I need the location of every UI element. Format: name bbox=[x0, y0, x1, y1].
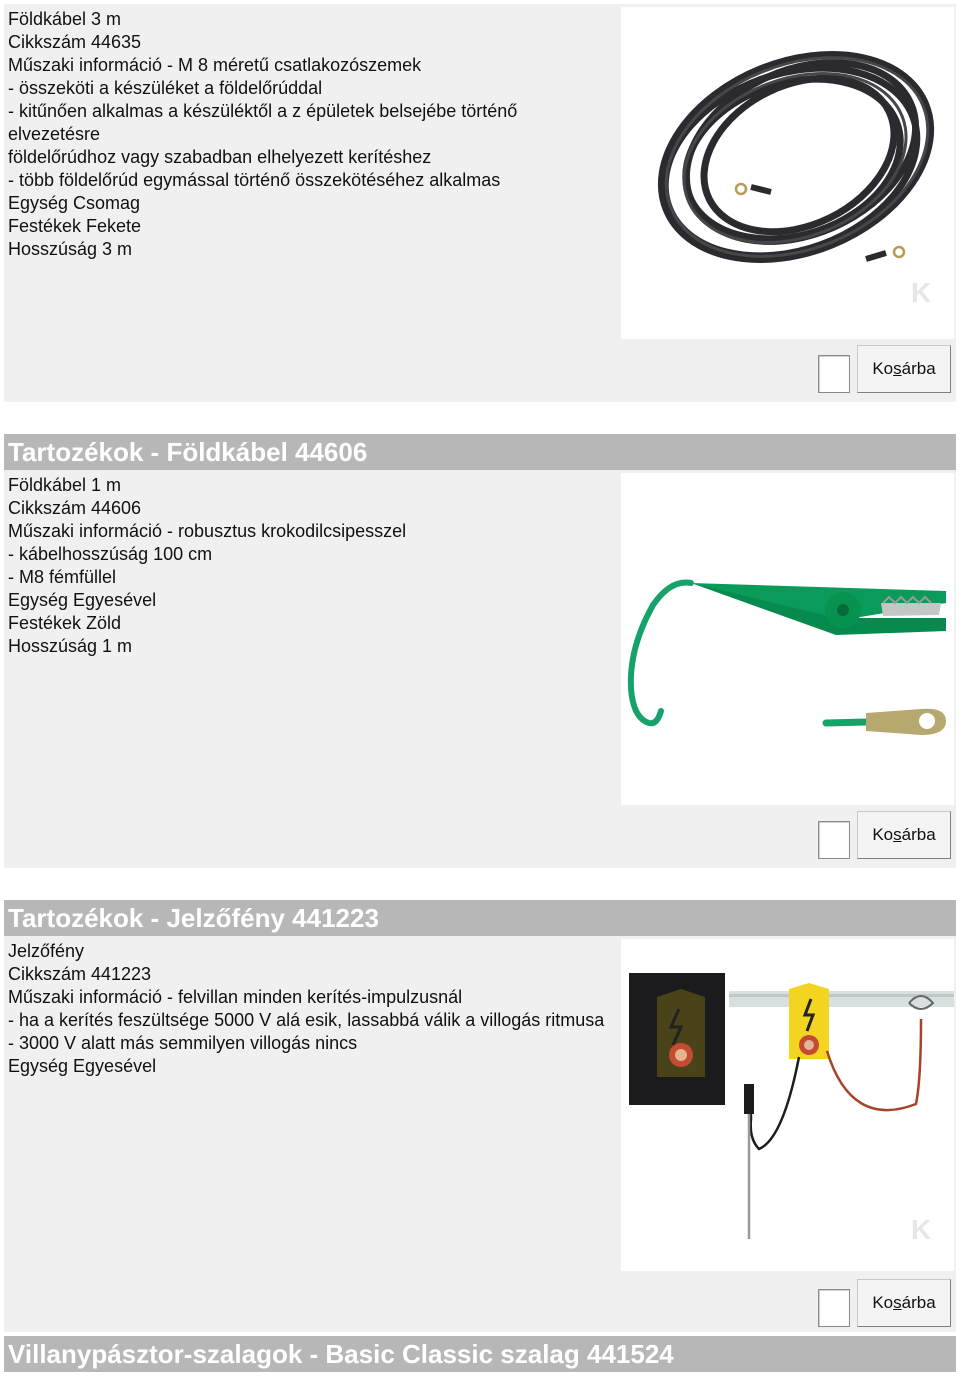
svg-text:K: K bbox=[911, 277, 932, 308]
product-info-line: - kitűnően alkalmas a készüléktől a z épületek belsejébe történő elvezetésre bbox=[8, 101, 518, 144]
product-color: Festékek Fekete bbox=[8, 216, 142, 236]
cart-label-post: árba bbox=[901, 825, 936, 844]
add-to-cart-button[interactable] bbox=[857, 811, 951, 859]
product-image bbox=[621, 939, 954, 1271]
cart-label-pre: Ko bbox=[872, 825, 894, 844]
product-image bbox=[621, 7, 954, 339]
cart-label-post: árba bbox=[901, 1293, 936, 1312]
cart-label-accesskey: s bbox=[893, 359, 902, 378]
product-info-line: földelőrúdhoz vagy szabadban elhelyezett kerítéshez bbox=[8, 147, 432, 167]
section-heading: Tartozékok - Jelzőfény 441223 bbox=[4, 900, 956, 936]
product-description bbox=[8, 8, 608, 261]
product-unit: Egység Egyesével bbox=[8, 590, 157, 610]
quantity-checkbox[interactable] bbox=[818, 355, 850, 393]
product-info-line: - összeköti a készüléket a földelőrúddal bbox=[8, 78, 323, 98]
add-to-cart-button[interactable] bbox=[857, 1279, 951, 1327]
product-info-line: - M8 fémfüllel bbox=[8, 567, 117, 587]
product-sku: Cikkszám 441223 bbox=[8, 964, 152, 984]
cart-label-post: árba bbox=[901, 359, 936, 378]
product-title: Földkábel 1 m bbox=[8, 475, 122, 495]
product-unit: Egység Egyesével bbox=[8, 1056, 157, 1076]
product-description bbox=[8, 940, 608, 1078]
svg-text:K: K bbox=[911, 1214, 932, 1245]
product-sku: Cikkszám 44606 bbox=[8, 498, 142, 518]
black-ground-cable-coil-icon bbox=[621, 7, 954, 339]
product-info-line: - ha a kerítés feszültsége 5000 V alá esik, lassabbá válik a villogás ritmusa bbox=[8, 1010, 605, 1030]
cart-label-accesskey: s bbox=[893, 825, 902, 844]
quantity-checkbox[interactable] bbox=[818, 1289, 850, 1327]
product-description bbox=[8, 474, 608, 658]
product-info-line: Műszaki információ - robusztus krokodilcsipesszel bbox=[8, 521, 407, 541]
cart-label-pre: Ko bbox=[872, 359, 894, 378]
product-unit: Egység Csomag bbox=[8, 193, 141, 213]
add-to-cart-button[interactable] bbox=[857, 345, 951, 393]
product-length: Hosszúság 3 m bbox=[8, 239, 133, 259]
quantity-checkbox[interactable] bbox=[818, 821, 850, 859]
product-info-line: - 3000 V alatt más semmilyen villogás nincs bbox=[8, 1033, 358, 1053]
product-color: Festékek Zöld bbox=[8, 613, 122, 633]
product-info-line: - több földelőrúd egymással történő összekötéséhez alkalmas bbox=[8, 170, 501, 190]
product-card-3 bbox=[4, 936, 956, 1332]
fence-warning-light-icon bbox=[621, 939, 954, 1271]
product-info-line: Műszaki információ - felvillan minden kerítés-impulzusnál bbox=[8, 987, 463, 1007]
green-crocodile-clip-icon bbox=[621, 473, 954, 805]
section-heading: Tartozékok - Földkábel 44606 bbox=[4, 434, 956, 470]
product-card-1 bbox=[4, 4, 956, 402]
product-title: Földkábel 3 m bbox=[8, 9, 122, 29]
cart-label-accesskey: s bbox=[893, 1293, 902, 1312]
cart-label-pre: Ko bbox=[872, 1293, 894, 1312]
product-image bbox=[621, 473, 954, 805]
product-title: Jelzőfény bbox=[8, 941, 85, 961]
product-sku: Cikkszám 44635 bbox=[8, 32, 142, 52]
product-info-line: - kábelhosszúság 100 cm bbox=[8, 544, 213, 564]
product-info-line: Műszaki információ - M 8 méretű csatlakozószemek bbox=[8, 55, 422, 75]
product-length: Hosszúság 1 m bbox=[8, 636, 133, 656]
section-heading: Villanypásztor-szalagok - Basic Classic szalag 441524 bbox=[4, 1336, 956, 1372]
product-card-2 bbox=[4, 470, 956, 868]
